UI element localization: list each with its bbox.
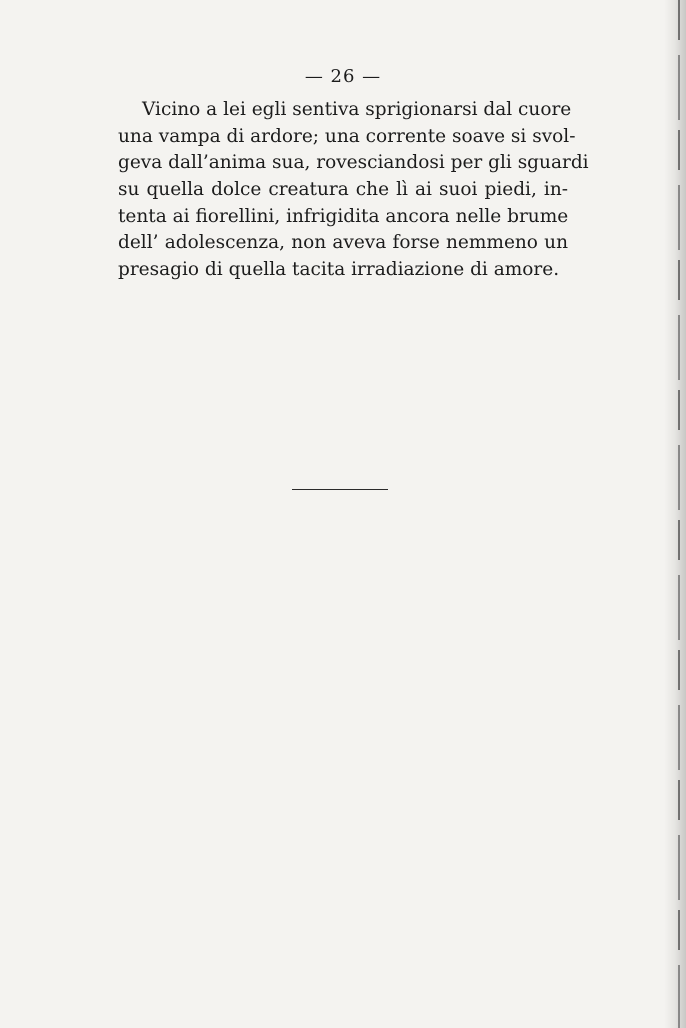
paragraph-line: Vicino a lei egli sentiva sprigionarsi dal cuore bbox=[142, 99, 572, 120]
page-edge-shadow bbox=[664, 0, 686, 1028]
paragraph-line: una vampa di ardore; una corrente soave si svol- bbox=[118, 125, 576, 147]
paragraph-line: su quella dolce creatura che lì ai suoi piedi, in- bbox=[118, 179, 568, 201]
page-number: — 26 — bbox=[304, 66, 382, 87]
paragraph-line: presagio di quella tacita irradiazione di amore. bbox=[118, 259, 560, 281]
paragraph bbox=[118, 97, 589, 284]
section-divider bbox=[292, 489, 388, 490]
page-binding-edge bbox=[678, 0, 680, 1028]
paragraph-line: dell’ adolescenza, non aveva forse nemmeno un bbox=[118, 232, 568, 254]
paragraph-line: tenta ai fiorellini, infrigidita ancora nelle brume bbox=[118, 205, 569, 227]
paragraph-line: geva dall’anima sua, rovesciandosi per gli sguardi bbox=[118, 152, 589, 174]
